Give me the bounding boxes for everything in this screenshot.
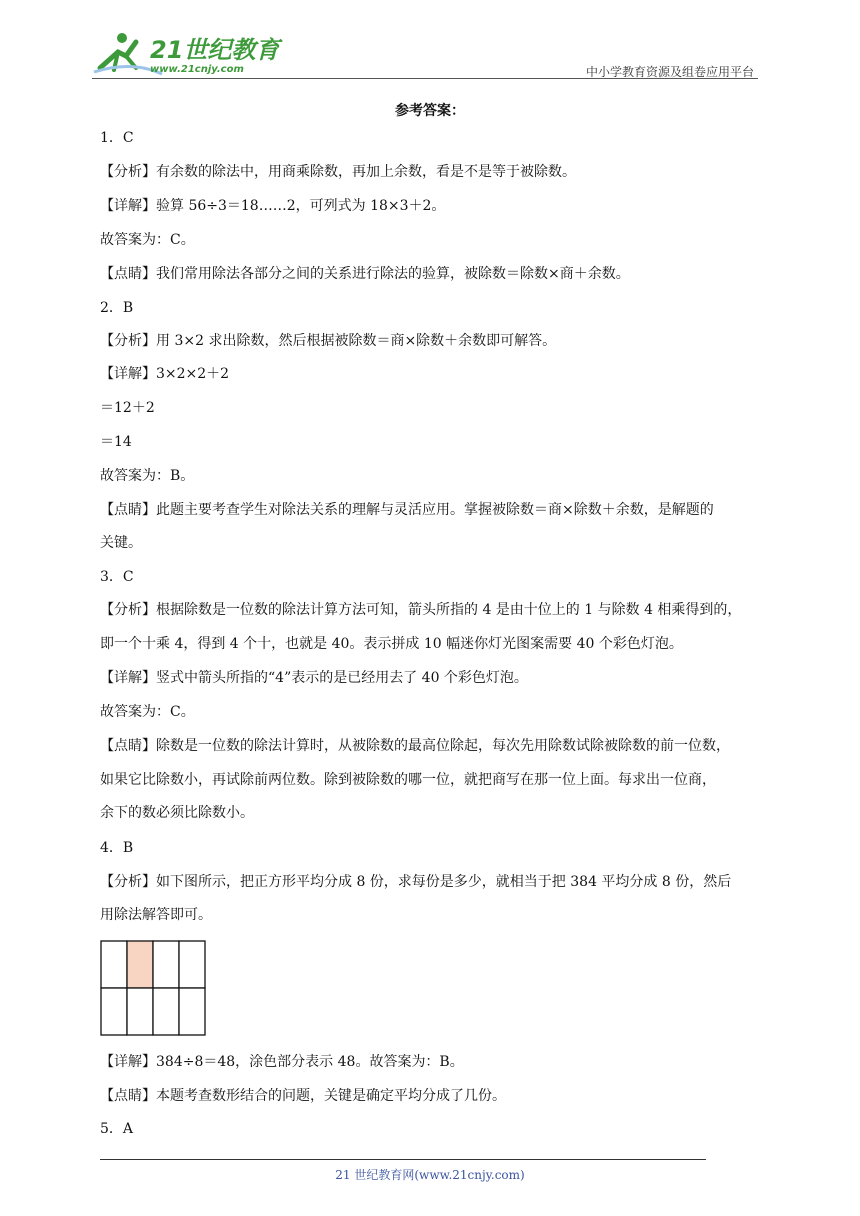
answer-3-comment-cont: 余下的数必须比除数小。: [100, 805, 254, 821]
grid-cell: [101, 941, 127, 988]
answer-3-detail: 【详解】竖式中箭头所指的“4”表示的是已经用去了 40 个彩色灯泡。: [100, 670, 528, 686]
svg-text:www.21cnjy.com: www.21cnjy.com: [150, 64, 244, 75]
page-header: [92, 30, 758, 80]
answer-2-label: 2．B: [100, 300, 134, 316]
logo-icon: [92, 30, 280, 76]
answer-3-label: 3．C: [100, 569, 134, 585]
answer-2-detail: 【详解】3×2×2＋2: [100, 366, 230, 382]
answer-4-comment: 【点睛】本题考查数形结合的问题，关键是确定平均分成了几份。: [100, 1088, 506, 1104]
answer-1-analysis: 【分析】有余数的除法中，用商乘除数，再加上余数，看是不是等于被除数。: [100, 164, 576, 180]
answer-3-result: 故答案为：C。: [100, 704, 195, 720]
grid-cell: [153, 941, 179, 988]
header-divider: [92, 78, 758, 79]
answer-4-analysis-cont: 用除法解答即可。: [100, 907, 212, 923]
answer-1-comment: 【点睛】我们常用除法各部分之间的关系进行除法的验算，被除数＝除数×商＋余数。: [100, 266, 630, 282]
answer-3-comment: 【点睛】除数是一位数的除法计算时，从被除数的最高位除起，每次先用除数试除被除数的前一位数，: [100, 738, 730, 754]
answer-1-result: 故答案为：C。: [100, 232, 195, 248]
answer-4-analysis: 【分析】如下图所示，把正方形平均分成 8 份，求每份是多少，就相当于把 384 平均分成 8 份，然后: [100, 874, 732, 890]
answer-4-label: 4．B: [100, 840, 134, 856]
answer-1-detail: 【详解】验算 56÷3＝18……2，可列式为 18×3＋2。: [100, 198, 446, 214]
answer-3-analysis-cont: 即一个十乘 4，得到 4 个十，也就是 40。表示拼成 10 幅迷你灯光图案需要 40 个彩色灯泡。: [100, 636, 683, 652]
answer-2-comment: 【点睛】此题主要考查学生对除法关系的理解与灵活应用。掌握被除数＝商×除数＋余数，是解题的: [100, 502, 714, 518]
platform-name: 中小学教育资源及组卷应用平台: [585, 65, 754, 79]
grid-cell: [101, 988, 127, 1035]
answer-4-detail: 【详解】384÷8＝48，涂色部分表示 48。故答案为：B。: [100, 1054, 464, 1070]
grid-cell: [127, 988, 153, 1035]
grid-cell: [179, 988, 205, 1035]
shaded-cell: [127, 941, 153, 988]
grid-cell: [153, 988, 179, 1035]
answer-2-step: ＝14: [100, 434, 132, 450]
answer-2-step: ＝12＋2: [100, 400, 155, 416]
answer-2-analysis: 【分析】用 3×2 求出除数，然后根据被除数＝商×除数＋余数即可解答。: [100, 333, 557, 349]
answer-2-comment-cont: 关键。: [100, 535, 142, 551]
footer-text: 21 世纪教育网(www.21cnjy.com): [335, 1168, 525, 1182]
answer-1-label: 1．C: [100, 130, 134, 146]
answer-3-analysis: 【分析】根据除数是一位数的除法计算方法可知，箭头所指的 4 是由十位上的 1 与除数 4 相乘得到的，: [100, 602, 742, 618]
answer-title: 参考答案：: [395, 103, 465, 119]
answer-3-comment-cont: 如果它比除数小，再试除前两位数。除到被除数的哪一位，就把商写在那一位上面。每求出一位商，: [100, 772, 716, 788]
answer-5-label: 5．A: [100, 1121, 134, 1137]
divided-square-figure: [100, 940, 206, 1036]
footer-divider: [100, 1159, 706, 1160]
grid-cell: [179, 941, 205, 988]
answer-2-result: 故答案为：B。: [100, 468, 195, 484]
svg-text:21世纪教育: 21世纪教育: [150, 36, 280, 64]
